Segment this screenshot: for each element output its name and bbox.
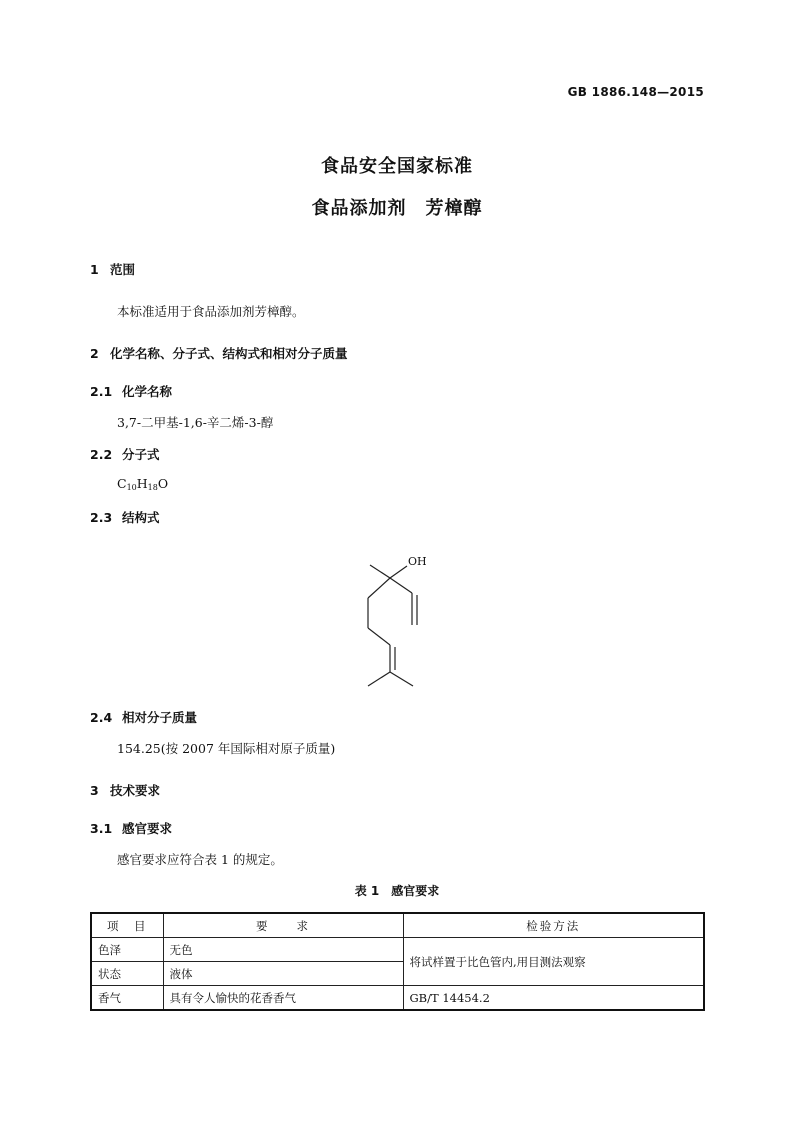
item-cell: 状态 — [91, 962, 163, 986]
structural-formula — [340, 550, 470, 695]
section-number: 2.4 — [90, 710, 113, 725]
standard-code: GB 1886.148—2015 — [567, 85, 704, 99]
table-caption: 表 1 感官要求 — [354, 884, 440, 898]
section-number: 2.1 — [90, 384, 113, 399]
section-number: 1 — [90, 262, 99, 277]
section-title: 化学名称 — [122, 384, 173, 399]
document-subtitle: 食品添加剂 芳樟醇 — [311, 198, 483, 219]
requirement-cell: 液体 — [163, 962, 403, 986]
method-cell: 将试样置于比色管内,用目测法观察 — [403, 938, 704, 986]
item-cell: 色泽 — [91, 938, 163, 962]
requirement-cell: 无色 — [163, 938, 403, 962]
section-title: 结构式 — [122, 510, 160, 525]
section-number: 2.2 — [90, 447, 113, 462]
section-2-4-heading — [90, 708, 197, 726]
table-row — [91, 986, 704, 1011]
oh-label: OH — [408, 555, 427, 568]
sensory-requirements-table — [90, 912, 705, 1011]
section-title: 化学名称、分子式、结构式和相对分子质量 — [110, 346, 348, 361]
section-title: 范围 — [110, 262, 136, 277]
section-2-heading — [90, 344, 348, 362]
section-1-text: 本标准适用于食品添加剂芳樟醇。 — [117, 304, 305, 319]
table-header-row — [91, 913, 704, 938]
section-3-heading — [90, 781, 160, 799]
column-header-requirement: 要 求 — [163, 913, 403, 938]
section-2-3-heading — [90, 508, 160, 526]
section-title: 感官要求 — [122, 821, 173, 836]
document-title: 食品安全国家标准 — [321, 156, 473, 177]
section-2-2-heading — [90, 445, 160, 463]
section-number: 3 — [90, 783, 99, 798]
section-title: 分子式 — [122, 447, 160, 462]
requirement-cell: 具有令人愉快的花香香气 — [163, 986, 403, 1011]
section-3-1-text: 感官要求应符合表 1 的规定。 — [117, 852, 283, 867]
section-number: 2.3 — [90, 510, 113, 525]
column-header-item: 项 目 — [91, 913, 163, 938]
section-1-heading — [90, 260, 135, 278]
molecular-mass: 154.25(按 2007 年国际相对原子质量) — [117, 741, 336, 756]
chemical-name: 3,7-二甲基-1,6-辛二烯-3-醇 — [117, 415, 274, 430]
item-cell: 香气 — [91, 986, 163, 1011]
section-title: 技术要求 — [110, 783, 161, 798]
section-2-1-heading — [90, 382, 172, 400]
table-row — [91, 938, 704, 962]
column-header-method: 检验方法 — [403, 913, 704, 938]
section-3-1-heading — [90, 819, 172, 837]
molecular-formula: $C_{10}H_{18}O$ — [117, 476, 169, 492]
method-cell: GB/T 14454.2 — [403, 986, 704, 1011]
section-number: 3.1 — [90, 821, 113, 836]
section-title: 相对分子质量 — [122, 710, 198, 725]
section-number: 2 — [90, 346, 99, 361]
